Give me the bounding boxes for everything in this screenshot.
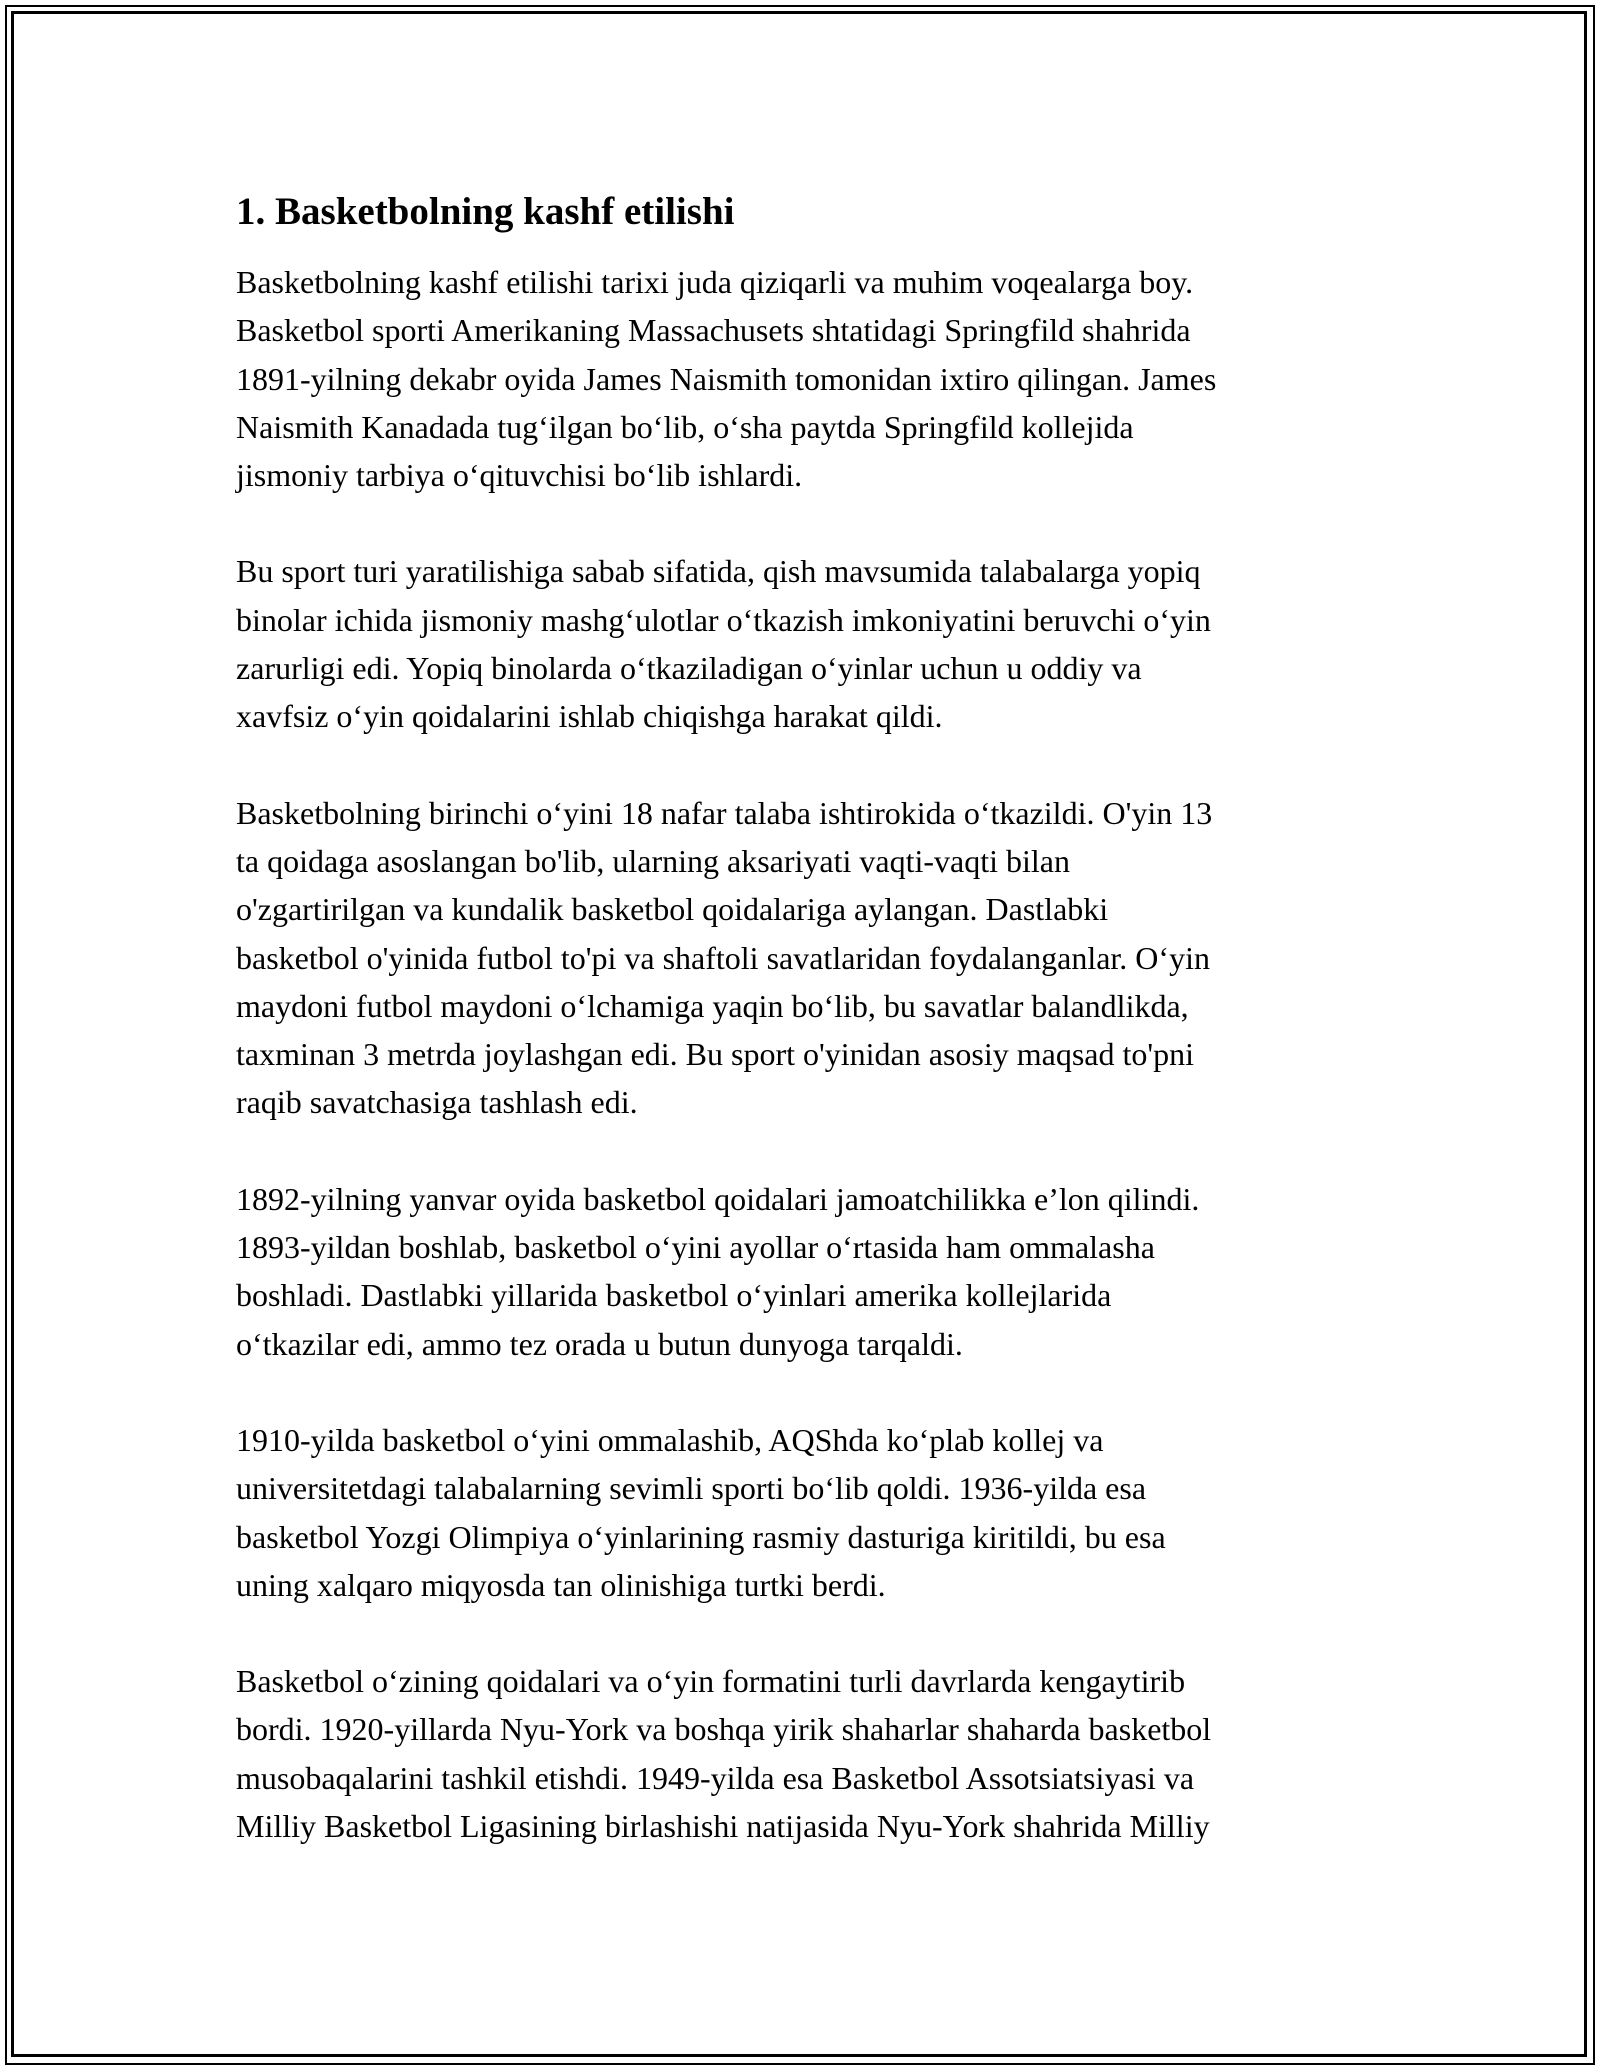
- text-line: 1891-yilning dekabr oyida James Naismith tomonidan ixtiro qilingan. James: [236, 360, 1217, 397]
- text-line: bordi. 1920-yillarda Nyu-York va boshqa yirik shaharlar shaharda basketbol: [236, 1711, 1212, 1748]
- text-line: Basketbol sporti Amerikaning Massachusets shtatidagi Springfild shahrida: [236, 312, 1191, 349]
- paragraph-3: [236, 789, 1366, 1127]
- paragraph-1: [236, 258, 1366, 499]
- text-line: uning xalqaro miqyosda tan olinishiga turtki berdi.: [236, 1566, 886, 1603]
- document-body: [236, 186, 1366, 1898]
- text-line: Basketbolning kashf etilishi tarixi juda qiziqarli va muhim voqealarga boy.: [236, 264, 1194, 300]
- text-line: Naismith Kanadada tug‘ilgan bo‘lib, o‘sha paytda Springfild kollejida: [236, 408, 1134, 445]
- text-line: xavfsiz o‘yin qoidalarini ishlab chiqishga harakat qildi.: [236, 698, 943, 735]
- text-line: zarurligi edi. Yopiq binolarda o‘tkaziladigan o‘yinlar uchun u oddiy va: [236, 650, 1142, 687]
- text-line: Basketbol o‘zining qoidalari va o‘yin formatini turli davrlarda kengaytirib: [236, 1663, 1186, 1700]
- text-line: musobaqalarini tashkil etishdi. 1949-yilda esa Basketbol Assotsiatsiyasi va: [236, 1759, 1195, 1796]
- paragraph-5: [236, 1416, 1366, 1609]
- text-line: taxminan 3 metrda joylashgan edi. Bu sport o'yinidan asosiy maqsad to'pni: [236, 1036, 1195, 1073]
- text-line: universitetdagi talabalarning sevimli sporti bo‘lib qoldi. 1936-yilda esa: [236, 1470, 1147, 1507]
- text-line: binolar ichida jismoniy mashg‘ulotlar o‘tkazish imkoniyatini beruvchi o‘yin: [236, 601, 1211, 638]
- text-line: Basketbolning birinchi o‘yini 18 nafar talaba ishtirokida o‘tkazildi. O'yin 13: [236, 794, 1213, 831]
- text-line: basketbol o'yinida futbol to'pi va shaftoli savatlaridan foydalanganlar. O‘yin: [236, 939, 1210, 976]
- text-line: maydoni futbol maydoni o‘lchamiga yaqin bo‘lib, bu savatlar balandlikda,: [236, 987, 1189, 1024]
- text-line: jismoniy tarbiya o‘qituvchisi bo‘lib ishlardi.: [236, 457, 803, 494]
- paragraph-6: [236, 1657, 1366, 1850]
- text-line: o'zgartirilgan va kundalik basketbol qoidalariga aylangan. Dastlabki: [236, 891, 1109, 928]
- section-heading: 1. Basketbolning kashf etilishi: [236, 190, 735, 233]
- text-line: 1892-yilning yanvar oyida basketbol qoidalari jamoatchilikka e’lon qilindi.: [236, 1180, 1200, 1217]
- text-line: ta qoidaga asoslangan bo'lib, ularning aksariyati vaqti-vaqti bilan: [236, 842, 1070, 879]
- text-line: 1910-yilda basketbol o‘yini ommalashib, AQShda ko‘plab kollej va: [236, 1421, 1104, 1458]
- text-line: Milliy Basketbol Ligasining birlashishi natijasida Nyu-York shahrida Milliy: [236, 1808, 1210, 1845]
- text-line: basketbol Yozgi Olimpiya o‘yinlarining rasmiy dasturiga kiritildi, bu esa: [236, 1518, 1166, 1555]
- text-line: boshladi. Dastlabki yillarida basketbol o‘yinlari amerika kollejlarida: [236, 1277, 1112, 1314]
- paragraph-2: [236, 547, 1366, 740]
- text-line: Bu sport turi yaratilishiga sabab sifatida, qish mavsumida talabalarga yopiq: [236, 553, 1201, 590]
- text-line: o‘tkazilar edi, ammo tez orada u butun dunyoga tarqaldi.: [236, 1325, 963, 1362]
- text-line: 1893-yildan boshlab, basketbol o‘yini ayollar o‘rtasida ham ommalasha: [236, 1229, 1155, 1266]
- text-line: raqib savatchasiga tashlash edi.: [236, 1084, 638, 1121]
- paragraph-4: [236, 1175, 1366, 1368]
